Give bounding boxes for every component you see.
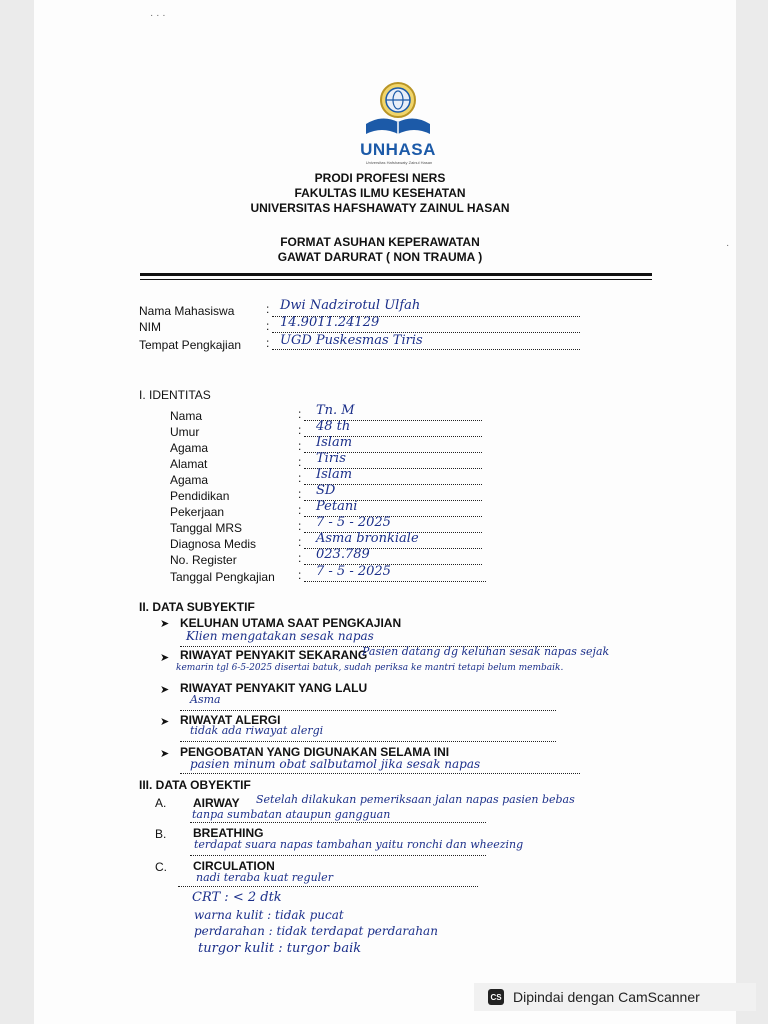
subjektif-answer: Pasien datang dg keluhan sesak napas sejak — [362, 645, 610, 658]
colon: : — [298, 568, 302, 582]
subjektif-heading: II. DATA SUBYEKTIF — [139, 600, 255, 614]
form-header — [180, 235, 580, 265]
obyektif-item-letter: A. — [155, 796, 167, 810]
student-name-value: Dwi Nadzirotul Ulfah — [280, 298, 421, 313]
place-line — [272, 349, 580, 350]
answer-line — [190, 822, 486, 823]
obyektif-item-letter: B. — [155, 827, 167, 841]
subjektif-answer: Asma — [190, 693, 221, 706]
prodi-title: PRODI PROFESI NERS — [314, 171, 446, 185]
camscanner-watermark — [474, 983, 756, 1011]
colon: : — [266, 319, 270, 333]
obyektif-item-label: CIRCULATION — [193, 859, 275, 873]
student-name-label: Nama Mahasiswa — [139, 304, 235, 318]
obyektif-answer: warna kulit : tidak pucat — [194, 908, 344, 922]
brand-tagline: Universitas Hafshawaty Zainul Hasan — [365, 160, 433, 165]
obyektif-answer: nadi teraba kuat reguler — [196, 871, 333, 884]
field-value: SD — [316, 483, 336, 498]
field-line — [304, 581, 486, 582]
colon: : — [298, 439, 302, 453]
field-label: Agama — [170, 441, 209, 455]
obyektif-item-letter: C. — [155, 860, 167, 874]
arrow-bullet-icon: ➤ — [160, 748, 170, 760]
field-label: Agama — [170, 473, 209, 487]
place-label: Tempat Pengkajian — [139, 338, 242, 352]
field-value: Tiris — [316, 451, 346, 466]
field-label: Tanggal MRS — [170, 521, 243, 535]
field-value: Petani — [316, 499, 358, 514]
subjektif-item-label: PENGOBATAN YANG DIGUNAKAN SELAMA INI — [180, 745, 450, 759]
field-value: 48 th — [316, 419, 351, 434]
form-subtitle: GAWAT DARURAT ( NON TRAUMA ) — [277, 250, 483, 264]
answer-line — [180, 710, 556, 711]
arrow-bullet-icon: ➤ — [160, 716, 170, 728]
field-label: Alamat — [170, 457, 208, 471]
subjektif-item-label: RIWAYAT PENYAKIT SEKARANG — [180, 648, 368, 662]
subjektif-answer: tidak ada riwayat alergi — [190, 724, 324, 737]
answer-line — [180, 773, 580, 774]
header-divider-bottom — [140, 279, 652, 280]
faculty-title: FAKULTAS ILMU KESEHATAN — [294, 186, 466, 200]
field-value: 7 - 5 - 2025 — [316, 564, 391, 579]
colon: : — [298, 407, 302, 421]
subjektif-answer: kemarin tgl 6-5-2025 disertai batuk, sudah periksa ke mantri tetapi belum membaik. — [176, 663, 564, 673]
obyektif-answer: perdarahan : tidak terdapat perdarahan — [194, 924, 438, 938]
place-value: UGD Puskesmas Tiris — [280, 333, 423, 348]
field-label: Pendidikan — [170, 489, 230, 503]
arrow-bullet-icon: ➤ — [160, 618, 170, 630]
obyektif-answer: turgor kulit : turgor baik — [198, 941, 362, 956]
colon: : — [298, 519, 302, 533]
answer-line — [178, 886, 478, 887]
colon: : — [298, 471, 302, 485]
subjektif-answer: pasien minum obat salbutamol jika sesak napas — [190, 757, 481, 771]
institution-header — [180, 171, 580, 216]
field-value: Asma bronkiale — [316, 531, 419, 546]
subjektif-item-label: RIWAYAT PENYAKIT YANG LALU — [180, 681, 368, 695]
obyektif-answer: Setelah dilakukan pemeriksaan jalan napas pasien bebas — [256, 793, 575, 806]
obyektif-item-label: BREATHING — [193, 826, 264, 840]
colon: : — [298, 551, 302, 565]
subjektif-item-label: RIWAYAT ALERGI — [180, 713, 281, 727]
scan-mark: · — [726, 240, 730, 251]
camscanner-icon: CS — [488, 989, 504, 1005]
obyektif-answer: tanpa sumbatan ataupun gangguan — [192, 808, 391, 821]
field-label: Pekerjaan — [170, 505, 225, 519]
field-value: 023.789 — [316, 547, 370, 562]
brand-name: UNHASA — [360, 140, 436, 159]
university-title: UNIVERSITAS HAFSHAWATY ZAINUL HASAN — [250, 201, 510, 215]
arrow-bullet-icon: ➤ — [160, 684, 170, 696]
field-label: Umur — [170, 425, 200, 439]
colon: : — [266, 302, 270, 316]
subjektif-answer: Klien mengatakan sesak napas — [186, 629, 374, 643]
obyektif-answer: CRT : < 2 dtk — [192, 890, 282, 905]
field-value: Islam — [316, 467, 353, 482]
form-title: FORMAT ASUHAN KEPERAWATAN — [280, 235, 480, 249]
field-value: Tn. M — [316, 403, 355, 418]
colon: : — [298, 503, 302, 517]
obyektif-item-label: AIRWAY — [193, 796, 240, 810]
obyektif-heading: III. DATA OBYEKTIF — [139, 778, 251, 792]
field-value: Islam — [316, 435, 353, 450]
nim-value: 14.9011.24129 — [280, 315, 380, 330]
answer-line — [180, 741, 556, 742]
field-label: Nama — [170, 409, 203, 423]
field-label: No. Register — [170, 553, 237, 567]
obyektif-answer: terdapat suara napas tambahan yaitu ronchi dan wheezing — [194, 838, 524, 851]
nim-label: NIM — [139, 320, 161, 334]
answer-line — [190, 855, 486, 856]
arrow-bullet-icon: ➤ — [160, 652, 170, 664]
colon: : — [298, 423, 302, 437]
field-label: Diagnosa Medis — [170, 537, 257, 551]
colon: : — [298, 455, 302, 469]
colon: : — [298, 535, 302, 549]
header-divider-top — [140, 273, 652, 276]
colon: : — [266, 336, 270, 350]
subjektif-item-label: KELUHAN UTAMA SAAT PENGKAJIAN — [180, 616, 402, 630]
colon: : — [298, 487, 302, 501]
field-label: Tanggal Pengkajian — [170, 570, 275, 584]
identitas-heading: I. IDENTITAS — [139, 388, 211, 402]
camscanner-text: Dipindai dengan CamScanner — [513, 989, 700, 1005]
scan-mark: · · · — [150, 10, 166, 21]
field-value: 7 - 5 - 2025 — [316, 515, 391, 530]
